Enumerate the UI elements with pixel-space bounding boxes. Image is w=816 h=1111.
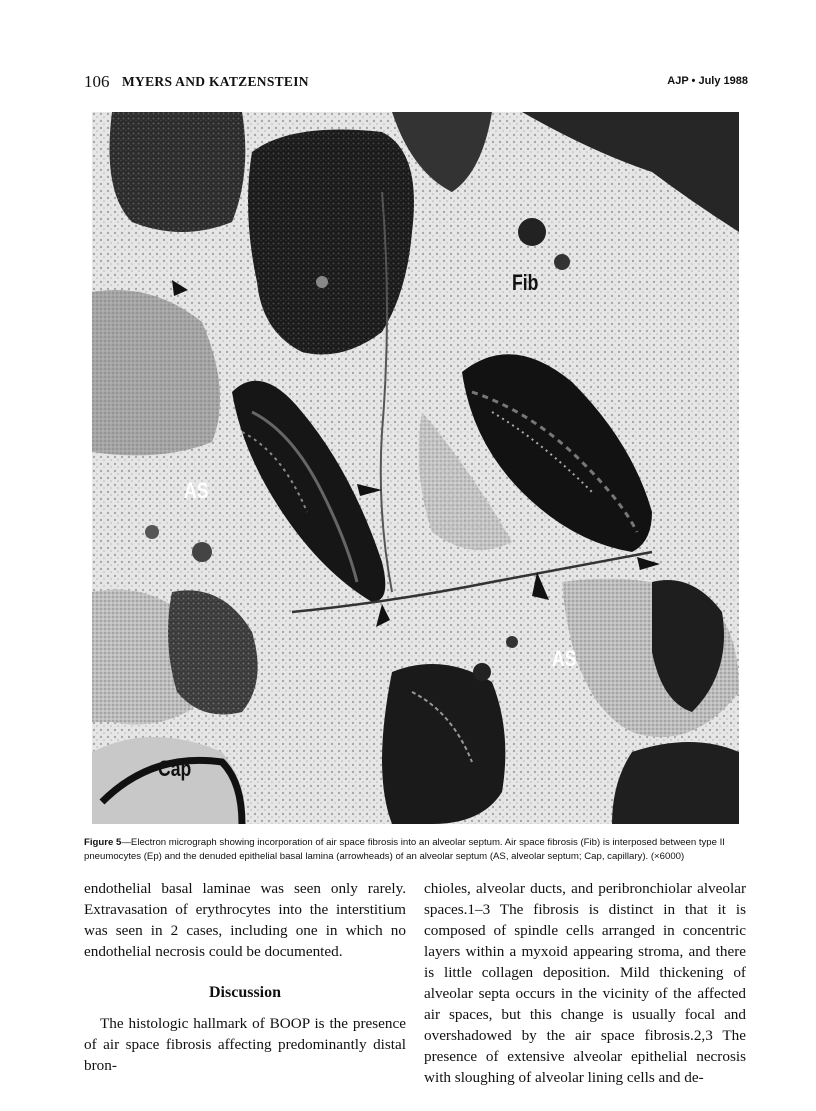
text-column-left [84, 878, 406, 1076]
caption-text: —Electron micrograph showing incorporation of air space fibrosis into an alveolar septum. Air space fibrosis (Fib) is interposed between type II pneumocytes (Ep) and the denuded epithelial basal lamina (arrowheads) of an alveolar septum (AS, alveolar septum; Cap, capillary). (×6000) [84, 837, 725, 862]
label-fib: Fib [512, 270, 539, 295]
running-head-authors: MYERS AND KATZENSTEIN [122, 74, 309, 89]
electron-micrograph-figure [92, 112, 739, 824]
page-number: 106 [84, 72, 110, 91]
paragraph-discussion-continued: chioles, alveolar ducts, and peribronchiolar alveolar spaces.1–3 The fibrosis is distinct in that it is composed of spindle cells arranged in concentric layers within a myxoid appearing stroma, and there is little collagen deposition. Mild thickening of alveolar septa occurs in the vicinity of the affected air spaces, but this change is usually focal and overshadowed by the air space fibrosis.2,3 The presence of extensive alveolar epithelial necrosis with sloughing of alveolar lining cells and de- [424, 880, 746, 1086]
figure-caption [84, 836, 744, 864]
label-cap: Cap [158, 756, 192, 781]
text-column-right [424, 878, 746, 1088]
label-as-right: AS [552, 646, 577, 671]
section-heading-discussion: Discussion [208, 984, 282, 1001]
label-as-left: AS [184, 478, 209, 503]
caption-heading: Figure 5 [84, 837, 122, 848]
micrograph-image [92, 112, 739, 824]
paragraph-discussion-start: The histologic hallmark of BOOP is the presence of air space fibrosis affecting predominantly distal bron- [84, 1015, 406, 1074]
running-header [84, 72, 748, 96]
journal-citation: AJP • July 1988 [667, 75, 748, 87]
paragraph-continuation: endothelial basal laminae was seen only rarely. Extravasation of erythrocytes into the interstitium was seen in 2 cases, including one in which no endothelial necrosis could be documented. [84, 880, 406, 960]
